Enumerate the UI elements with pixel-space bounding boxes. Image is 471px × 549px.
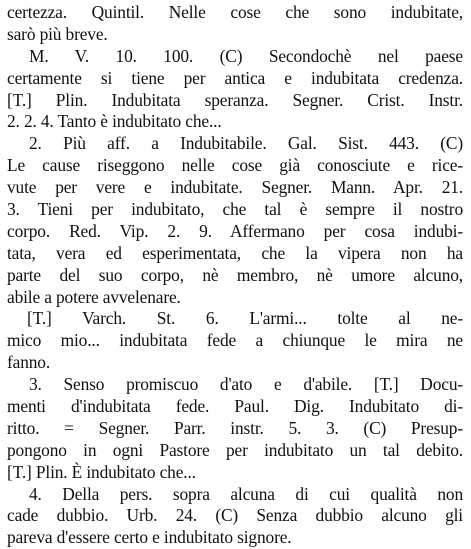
text-line: corpo. Red. Vip. 2. 9. Affermano per cosa indubi-: [7, 220, 463, 241]
text-line: pongono in ogni Pastore per indubitato un tal debito.: [7, 439, 463, 460]
text-line: sarò più breve.: [7, 23, 108, 44]
text-line: certamente si tiene per antica e indubitata credenza.: [7, 67, 463, 88]
text-line: pareva d'essere certo e indubitato signore.: [7, 527, 292, 548]
text-line: abile a potere avvelenare.: [7, 286, 181, 307]
text-line: [T.] Plin. Indubitata speranza. Segner. Crist. Instr.: [7, 89, 463, 110]
text-line: 4. Della pers. sopra alcuna di cui qualità non: [29, 483, 463, 504]
text-line: tata, vera ed esperimentata, che la vipera non ha: [7, 242, 463, 263]
text-line: ritto. = Segner. Parr. instr. 5. 3. (C) Presup-: [7, 417, 463, 438]
text-line: mico mio... indubitata fede a chiunque le mira ne: [7, 330, 463, 351]
text-line: 2. Più aff. a Indubitabile. Gal. Sist. 443. (C): [29, 133, 463, 154]
text-line: Le cause riseggono nelle cose già conosciute e rice-: [7, 155, 463, 176]
text-line: certezza. Quintil. Nelle cose che sono indubitate,: [7, 2, 463, 22]
text-line: M. V. 10. 100. (C) Secondochè nel paese: [29, 45, 463, 66]
text-line: vute per vere e indubitate. Segner. Mann. Apr. 21.: [7, 177, 463, 198]
text-line: fanno.: [7, 352, 51, 373]
text-line: parte del suo corpo, nè membro, nè umore alcuno,: [7, 264, 463, 285]
text-line: 2. 2. 4. Tanto è indubitato che...: [7, 111, 222, 132]
text-line: 3. Tieni per indubitato, che tal è sempre il nostro: [7, 199, 463, 220]
text-line: [T.] Plin. È indubitato che...: [7, 461, 196, 482]
text-line: 3. Senso promiscuo d'ato e d'abile. [T.] Docu-: [29, 374, 463, 395]
text-line: menti d'indubitata fede. Paul. Dig. Indubitato di-: [7, 396, 463, 417]
text-line: cade dubbio. Urb. 24. (C) Senza dubbio alcuno gli: [7, 505, 463, 526]
text-line: [T.] Varch. St. 6. L'armi... tolte al ne-: [27, 308, 463, 329]
